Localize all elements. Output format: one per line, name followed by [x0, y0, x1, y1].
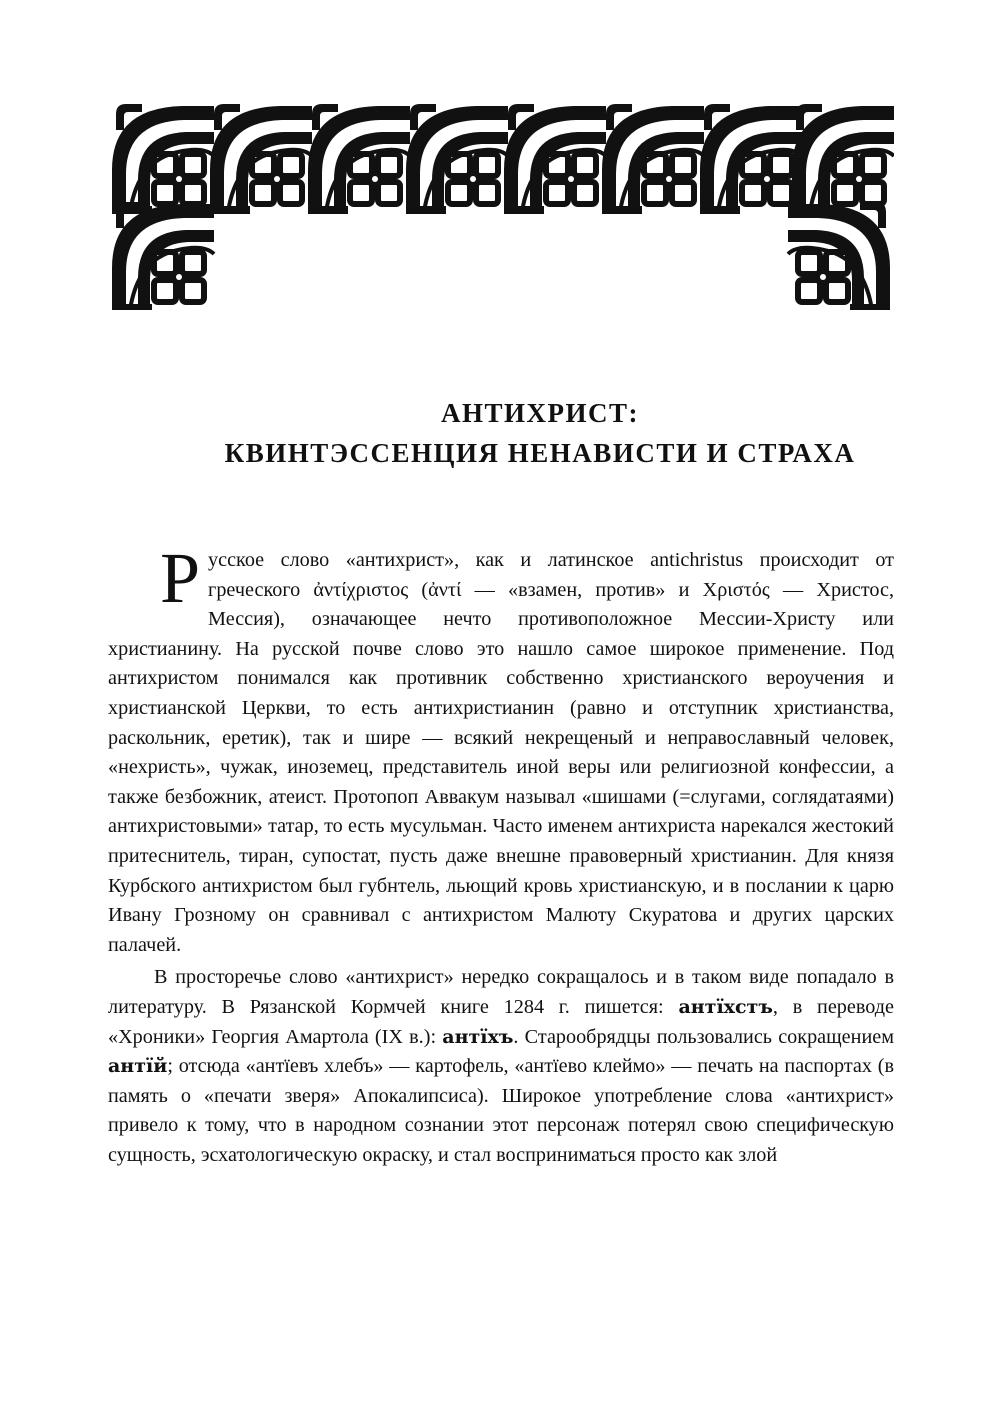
paragraph-2-text-b: , в переводе «Хроники» Георгия Амартола (IX в.):	[108, 995, 894, 1048]
paragraph-2-text-d: ; отсюда «антїевъ хлебъ» — картофель, «антїево клеймо» — печать на паспортах (в память о «печати зверя» Апокалипсиса). Широкое употребление слова «антихрист» привело к тому, что в народном сознании этот персонаж потерял свою специфическую сущность, эсхатологическую окраску, и стал восприниматься просто как злой	[108, 1055, 894, 1166]
title-line-1: АНТИХРИСТ:	[440, 398, 639, 428]
church-slavonic-word: антїй	[108, 1055, 168, 1078]
church-slavonic-word: антїхъ	[442, 1025, 514, 1048]
body-text	[108, 538, 894, 1170]
paragraph-2-text-a: В просторечье слово «антихрист» нередко сокращалось и в таком виде попадало в литературу. В Рязанской Кормчей книге 1284 г. пишется:	[108, 966, 894, 1018]
title-line-2: КВИНТЭССЕНЦИЯ НЕНАВИСТИ И СТРАХА	[224, 438, 856, 468]
paragraph-2	[108, 963, 894, 1170]
paragraph-1	[108, 538, 894, 960]
paragraph-2-text-c: . Старообрядцы пользовались сокращением	[513, 1025, 894, 1048]
paragraph-1-text: усское слово «антихрист», как и латинское antichristus происходит от греческого ἀντίχριστος (ἀντί — «взамен, против» и Χριστός — Христос, Мессия), означающее нечто противоположное Мессии-Христу или христианину. На русской почве слово это нашло самое широкое применение. Под антихристом понимался как противник собственно христианского вероучения и христианской Церкви, то есть антихристианин (равно и отступник христианства, раскольник, еретик), так и шире — всякий некрещеный и неправославный человек, «нехристь», чужак, иноземец, представитель иной веры или религиозной конфессии, а также безбожник, атеист. Протопоп Аввакум называл «шишами (=слугами, соглядатаями) антихристовыми» татар, то есть мусульман. Часто именем антихриста нарекался жестокий притеснитель, тиран, супостат, пусть даже внешне правоверный христианин. Для князя Курбского антихристом был губнтель, льющий кровь христианскую, и в послании к царю Ивану Грозному он сравнивал с антихристом Малюту Скуратова и других царских палачей.	[108, 549, 894, 956]
drop-cap: Р	[160, 538, 201, 618]
church-slavonic-word: антїхстъ	[678, 995, 773, 1018]
ornament-frame	[108, 100, 894, 310]
chapter-title	[180, 393, 900, 473]
